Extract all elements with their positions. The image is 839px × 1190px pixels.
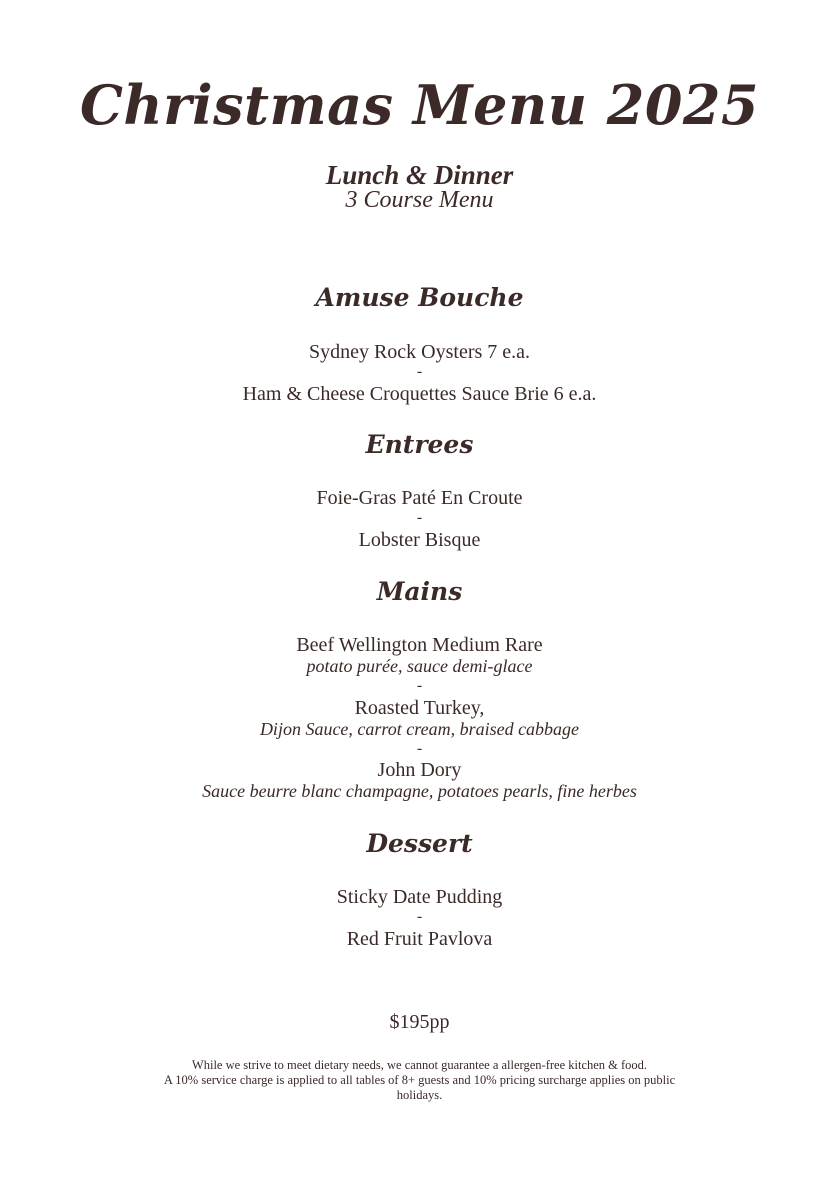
disclaimer xyxy=(0,1058,839,1103)
menu-item: Lobster Bisque xyxy=(358,529,481,551)
menu-item: Foie-Gras Paté En Croute xyxy=(316,487,523,509)
menu-item: Sticky Date Pudding xyxy=(336,886,503,908)
menu-item: Ham & Cheese Croquettes Sauce Brie 6 e.a. xyxy=(242,383,597,405)
item-separator: - xyxy=(416,908,423,925)
section-heading-dessert: Dessert xyxy=(366,829,473,858)
menu-item: Sydney Rock Oysters 7 e.a. xyxy=(308,341,531,363)
disclaimer-line: holidays. xyxy=(396,1088,443,1102)
item-separator: - xyxy=(416,509,423,526)
menu-price: $195pp xyxy=(389,1011,450,1033)
item-separator: - xyxy=(416,677,423,694)
disclaimer-line: A 10% service charge is applied to all tables of 8+ guests and 10% pricing surcharge applies on public xyxy=(163,1073,676,1087)
menu-subtitle: Lunch & Dinner xyxy=(325,160,514,190)
section-heading-amuse-bouche: Amuse Bouche xyxy=(315,283,524,312)
disclaimer-line: While we strive to meet dietary needs, we cannot guarantee a allergen-free kitchen & food. xyxy=(191,1058,648,1072)
item-description: potato purée, sauce demi-glace xyxy=(306,656,533,676)
menu-title: Christmas Menu 2025 xyxy=(79,73,760,137)
menu-item: Beef Wellington Medium Rare xyxy=(296,634,543,656)
item-description: Dijon Sauce, carrot cream, braised cabbage xyxy=(259,719,580,739)
item-separator: - xyxy=(416,363,423,380)
item-description: Sauce beurre blanc champagne, potatoes pearls, fine herbes xyxy=(202,781,637,801)
course-note: 3 Course Menu xyxy=(345,187,494,213)
menu-item: Red Fruit Pavlova xyxy=(346,928,493,950)
section-heading-mains: Mains xyxy=(376,577,463,606)
item-separator: - xyxy=(416,740,423,757)
menu-item: Roasted Turkey, xyxy=(354,697,485,719)
section-heading-entrees: Entrees xyxy=(365,430,474,459)
menu-item: John Dory xyxy=(377,759,462,781)
